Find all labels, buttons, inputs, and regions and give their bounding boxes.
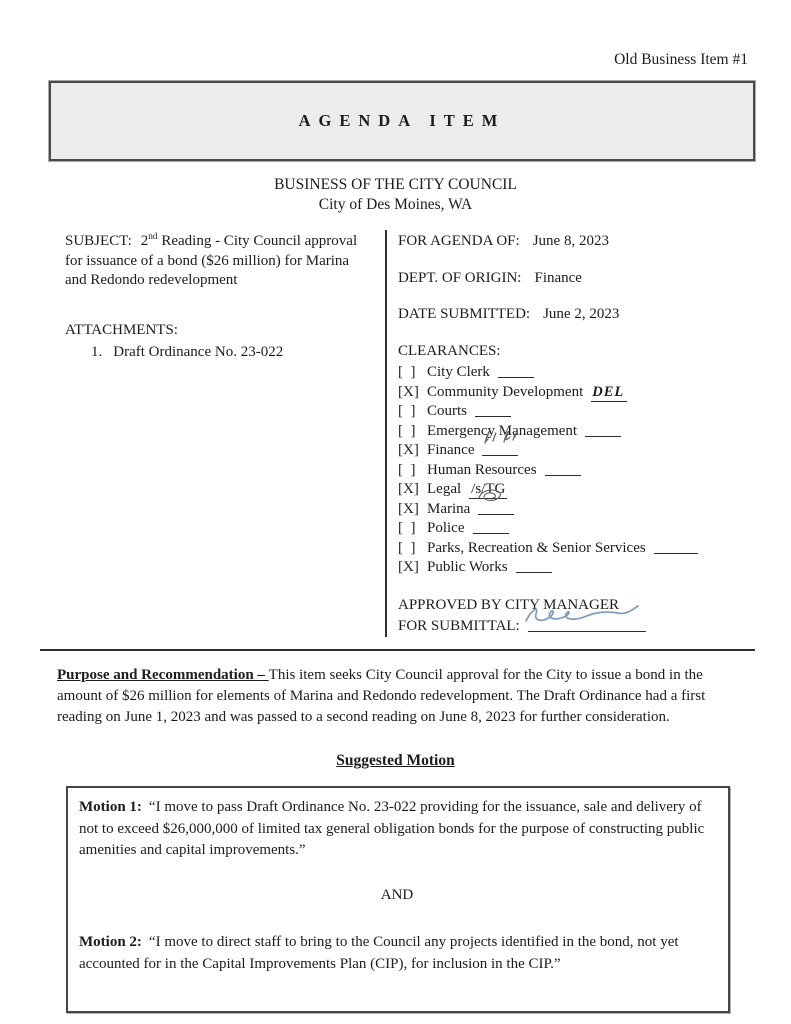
- suggested-motion-heading: Suggested Motion: [336, 751, 455, 769]
- signature-line: [475, 404, 511, 417]
- signature-line: [498, 365, 534, 378]
- legal-signature-text: /s/TG: [471, 481, 506, 498]
- date-submitted-label: DATE SUBMITTED:: [398, 306, 531, 323]
- subject-label: SUBJECT:: [65, 233, 132, 250]
- clearance-checkbox: [ ]: [398, 403, 416, 420]
- dept-of-origin-row: [398, 269, 755, 289]
- dept-of-origin-value: Finance: [534, 269, 582, 286]
- motions-conjunction: AND: [380, 886, 414, 903]
- signature-line: [545, 463, 581, 476]
- motion-1: [79, 797, 715, 862]
- banner-title: AGENDA ITEM: [298, 111, 506, 131]
- motion-2-label: Motion 2:: [79, 934, 142, 951]
- city-manager-signature-scribble: [520, 597, 644, 629]
- clearances-label: CLEARANCES:: [398, 342, 501, 359]
- info-section: [40, 230, 755, 651]
- community-development-initials: DEL: [591, 384, 627, 402]
- signature-line: [473, 521, 509, 534]
- approved-line1: APPROVED BY CITY MANAGER: [398, 596, 619, 613]
- city-manager-signature-line: [528, 619, 646, 632]
- clearance-checkbox: [X]: [398, 442, 419, 459]
- subject-text: Reading - City Council approval for issuance of a bond ($26 million) for Marina and Redondo redevelopment: [65, 233, 358, 289]
- clearance-row-courts: [ ] Courts: [398, 402, 755, 422]
- clearance-row-public-works: [X] Public Works: [398, 558, 755, 578]
- clearance-row-parks: [ ] Parks, Recreation & Senior Services: [398, 539, 755, 559]
- council-heading: [0, 175, 791, 215]
- info-left-column: [40, 230, 385, 637]
- info-right-column: [385, 230, 755, 637]
- signature-line: [482, 443, 518, 456]
- for-agenda-of-row: [398, 232, 755, 252]
- agenda-item-banner: [49, 81, 755, 161]
- signature-line: [516, 560, 552, 573]
- clearance-row-finance: [X] Finance: [398, 441, 755, 461]
- clearance-row-human-resources: [ ] Human Resources: [398, 461, 755, 481]
- clearance-row-legal: [X] Legal /s/TG: [398, 480, 755, 500]
- clearance-row-city-clerk: [ ] City Clerk: [398, 363, 755, 383]
- for-agenda-of-label: FOR AGENDA OF:: [398, 233, 520, 250]
- motion-2-text: “I move to direct staff to bring to the Council any projects identified in the bond, not yet accounted for in the Capital Improvements Plan (CIP), for inclusion in the CIP.”: [79, 934, 679, 972]
- corner-label: Old Business Item #1: [614, 51, 748, 68]
- approved-line2: FOR SUBMITTAL:: [398, 617, 520, 634]
- subject-block: [65, 232, 371, 291]
- attachments-label: ATTACHMENTS:: [65, 321, 178, 338]
- attachment-item: [91, 343, 371, 363]
- clearance-checkbox: [ ]: [398, 461, 416, 478]
- motion-1-text: “I move to pass Draft Ordinance No. 23-022 providing for the issuance, sale and delivery of not to exceed $26,000,000 of limited tax general obligation bonds for the purpose of constructing public amenities and capital improvements.”: [79, 799, 705, 859]
- clearance-checkbox: [ ]: [398, 539, 416, 556]
- subject-ordinal: 2: [140, 233, 149, 250]
- clearance-row-community-development: [X] Community Development DEL: [398, 383, 755, 403]
- attachment-text: Draft Ordinance No. 23-022: [113, 344, 284, 361]
- clearance-row-emergency-management: [ ] Emergency Management: [398, 422, 755, 442]
- motion-2: [79, 932, 715, 975]
- signature-line: [478, 502, 514, 515]
- signature-line: [585, 424, 621, 437]
- council-heading-line1: BUSINESS OF THE CITY COUNCIL: [274, 176, 517, 194]
- clearance-checkbox: [ ]: [398, 422, 416, 439]
- motion-1-label: Motion 1:: [79, 799, 142, 816]
- dept-of-origin-label: DEPT. OF ORIGIN:: [398, 269, 522, 286]
- clearance-row-police: [ ] Police: [398, 519, 755, 539]
- purpose-body: This item seeks City Council approval for the City to issue a bond in the amount of $26 million for elements of Marina and Redondo redevelopment. The Draft Ordinance had a first reading on June 1, 2023 and was passed to a second reading on June 8, 2023 for further consideration.: [57, 666, 706, 725]
- clearance-checkbox: [ ]: [398, 364, 416, 381]
- clearance-checkbox: [ ]: [398, 520, 416, 537]
- motion-box: [66, 786, 730, 1013]
- council-heading-line2: City of Des Moines, WA: [318, 196, 473, 214]
- clearance-checkbox: [X]: [398, 559, 419, 576]
- approved-block: [398, 595, 755, 637]
- date-submitted-row: [398, 305, 755, 325]
- subject-ordinal-suffix: nd: [148, 232, 158, 243]
- attachment-number: 1.: [91, 344, 103, 361]
- approved-line2-row: [398, 616, 755, 637]
- purpose-paragraph: [57, 665, 745, 728]
- clearance-row-marina: [X] Marina: [398, 500, 755, 520]
- clearance-checkbox: [X]: [398, 481, 419, 498]
- clearance-checkbox: [X]: [398, 383, 419, 400]
- for-agenda-of-value: June 8, 2023: [532, 233, 609, 250]
- purpose-heading: Purpose and Recommendation –: [57, 666, 269, 683]
- clearance-checkbox: [X]: [398, 500, 419, 517]
- signature-line: [654, 541, 698, 554]
- date-submitted-value: June 2, 2023: [543, 306, 620, 323]
